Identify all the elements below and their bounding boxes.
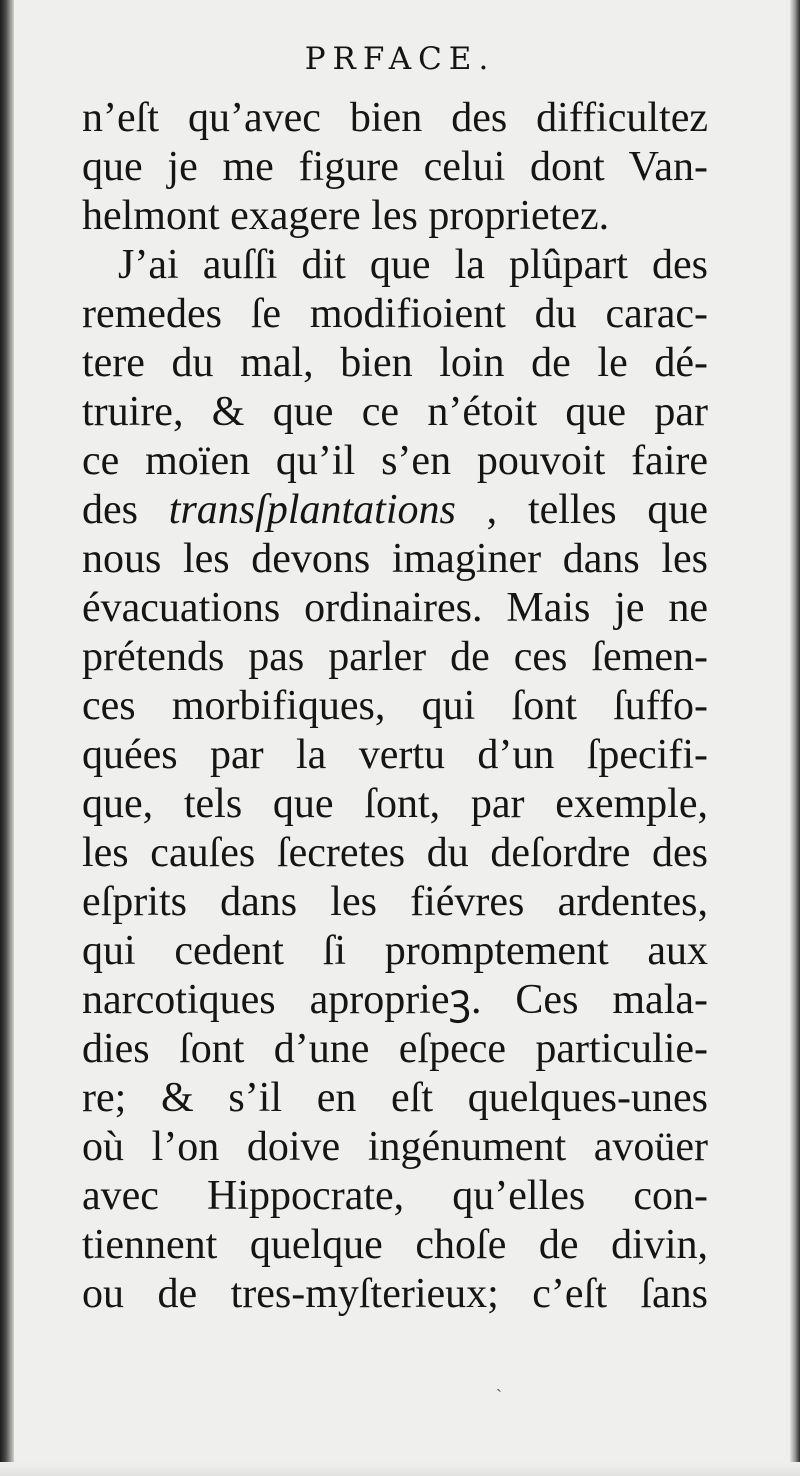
text-line: helmont exagere les proprietez. [82,193,610,239]
text-line: avec Hippocrate, qu’elles con- [82,1173,708,1219]
text-line: ce moïen qu’il s’en pouvoit faire [82,438,708,484]
text-line: J’ai auſſi dit que la plûpart des [118,242,708,288]
text-line: tiennent quelque choſe de divin, [82,1222,708,1268]
text-line: remedes ſe modifioient du carac- [82,291,708,337]
text-line: narcotiques aproprieꝫ. Ces mala- [82,977,708,1023]
italic-term: transſplantations [168,487,456,533]
page-left-edge-shadow [0,0,14,1476]
text-line: n’eſt qu’avec bien des difficultez [82,95,708,141]
text-fragment: , telles que [486,487,709,533]
text-line: tere du mal, bien loin de le dé- [82,340,708,386]
text-line: truire, & que ce n’étoit que par [82,389,708,435]
text-line: prétends pas parler de ces ſemen- [82,634,708,680]
text-line: ces morbifiques, qui ſont ſuffo- [82,683,708,729]
text-line: les cauſes ſecretes du deſordre des [82,830,708,876]
text-line: qui cedent ſi promptement aux [82,928,708,974]
text-fragment: des [82,487,138,533]
text-line: ou de tres-myſterieux; c’eſt ſans [82,1271,708,1317]
text-line: eſprits dans les fiévres ardentes, [82,879,708,925]
text-line: que je me figure celui dont Van- [82,144,708,190]
page-right-edge-shadow [790,0,800,1476]
page-bottom-edge [0,1462,800,1476]
text-line: quées par la vertu d’un ſpecifi- [82,732,708,778]
text-line: que, tels que ſont, par exemple, [82,781,708,827]
text-line: évacuations ordinaires. Mais je ne [82,585,708,631]
text-line: nous les devons imaginer dans les [82,536,708,582]
text-line: dies ſont d’une eſpece particulie- [82,1026,708,1072]
text-line-with-italic [82,486,708,535]
stray-ink-mark: ˎ [496,1372,502,1393]
running-head: PRFACE. [304,41,496,77]
text-line: re; & s’il en eſt quelques-unes [82,1075,708,1121]
body-text [82,94,708,1319]
text-line: où l’on doive ingénument avoüer [82,1124,708,1170]
